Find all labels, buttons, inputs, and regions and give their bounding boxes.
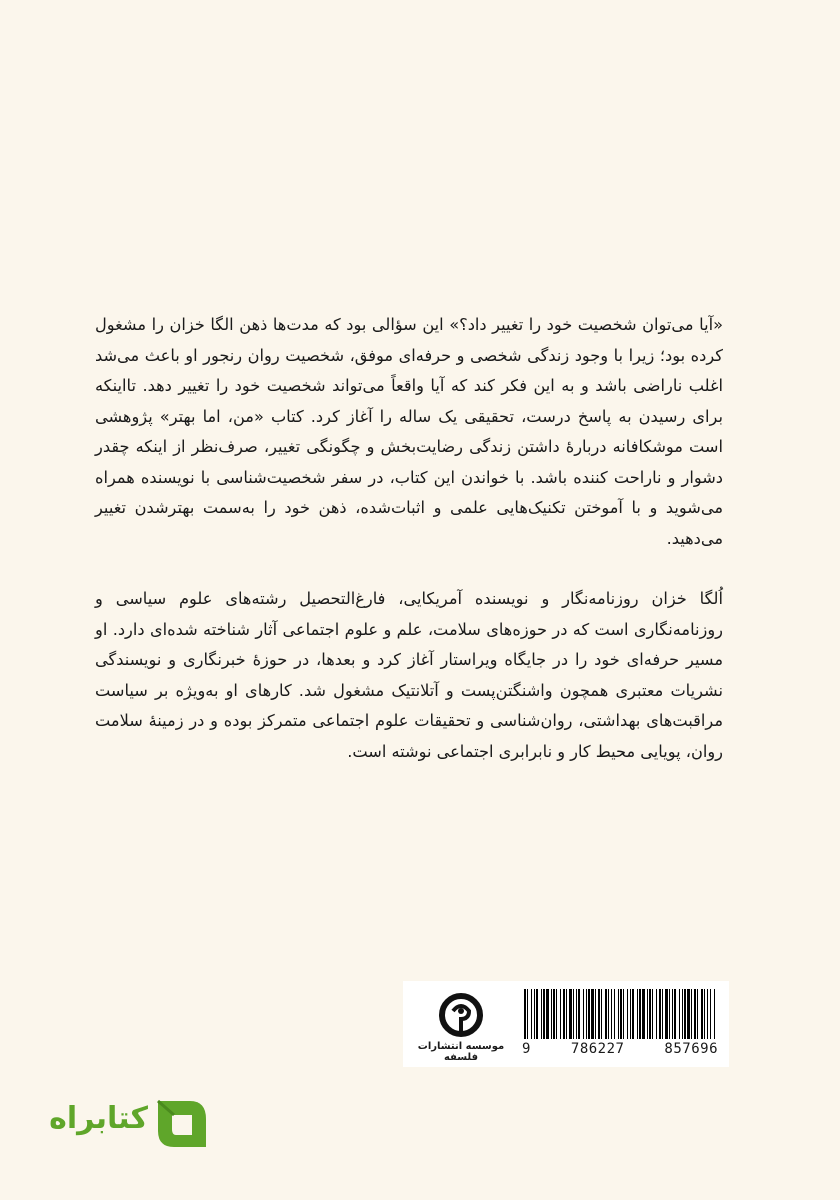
book-leaf-icon <box>150 1093 212 1155</box>
ketabrah-brand <box>40 1093 220 1157</box>
isbn-right-digits: 857696 <box>664 1041 718 1057</box>
isbn-barcode <box>522 989 718 1039</box>
isbn-digits <box>522 1041 718 1057</box>
publisher-emblem-icon <box>433 993 489 1037</box>
book-description-paragraph: «آیا می‌توان شخصیت خود را تغییر داد؟» این سؤالی بود که مدت‌ها ذهن الگا خزان را مشغول کرده بود؛ زیرا با وجود زندگی شخصی و حرفه‌ای موفق، شخصیت روان رنجور او باعث می‌شد اغلب ناراضی باشد و به این فکر کند که آیا واقعاً می‌تواند شخصیت خود را تغییر دهد. تااینکه برای رسیدن به پاسخ درست، تحقیقی یک ساله را آغاز کرد. کتاب «من، اما بهتر» پژوهشی است موشکافانه دربارهٔ داشتن زندگی رضایت‌بخش و چگونگی تغییر، صرف‌نظر از اینکه چقدر دشوار و ناراحت کننده باشد. با خواندن این کتاب، در سفر شخصیت‌شناسی با نویسنده همراه می‌شوید و با آموختن تکنیک‌هایی علمی و اثبات‌شده، ذهن خود را به‌سمت بهترشدن تغییر می‌دهید. <box>95 315 723 548</box>
publisher-name: موسسه انتشارات فلسفه <box>417 1041 505 1063</box>
back-cover-text <box>95 310 723 767</box>
isbn-prefix-digit: 9 <box>522 1041 531 1057</box>
isbn-left-digits: 786227 <box>570 1041 625 1057</box>
brand-name: کتابراه <box>49 1101 148 1136</box>
author-bio-paragraph: اُلگا خزان روزنامه‌نگار و نویسنده آمریکایی، فارغ‌التحصیل رشته‌های علوم سیاسی و روزنامه‌نگاری است که در حوزه‌های سلامت، علم و علوم اجتماعی آثار شناخته شده‌ای دارد. او مسیر حرفه‌ای خود را در جایگاه ویراستار آغاز کرد و بعدها، در حوزهٔ خبرنگاری و نویسندگی نشریات معتبری همچون واشنگتن‌پست و آتلانتیک مشغول شد. کارهای او به‌ویژه بر سیاست مراقبت‌های بهداشتی، روان‌شناسی و تحقیقات علوم اجتماعی متمرکز بوده و در زمینهٔ سلامت روان، پویایی محیط کار و نابرابری اجتماعی نوشته است. <box>95 589 723 761</box>
barcode-panel <box>403 981 729 1067</box>
